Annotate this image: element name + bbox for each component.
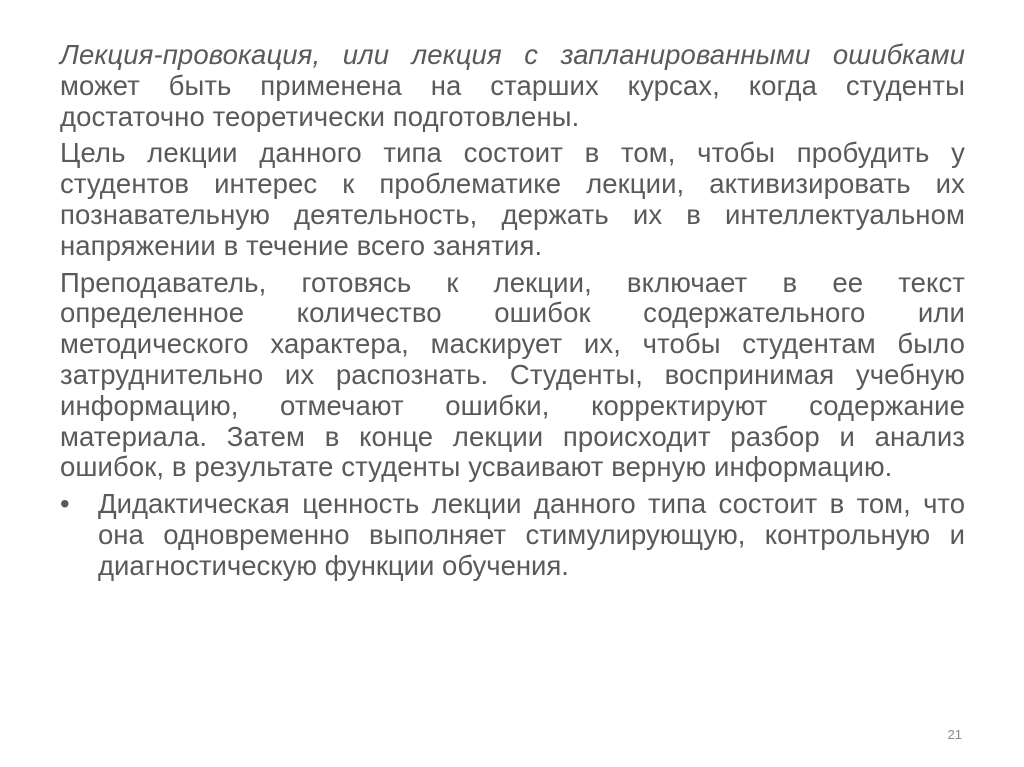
slide-body [60, 40, 965, 582]
paragraph-goal: Цель лекции данного типа состоит в том, чтобы пробудить у студентов интерес к проблематике лекции, активизировать их познавательную деятельность, держать их в интеллектуальном напряжении в течение всего занятия. [60, 137, 965, 261]
bullet-text: Дидактическая ценность лекции данного типа состоит в том, что она одновременно выполняет стимулирующую, контрольную и диагностическую функции обучения. [98, 488, 965, 581]
bullet-didactic-value [60, 489, 965, 581]
italic-lead-term: Лекция-провокация, или лекция с запланированными ошибками [60, 39, 965, 70]
paragraph-1-text: может быть применена на старших курсах, когда студенты достаточно теоретически подготовлены. [60, 69, 965, 132]
paragraph-teacher-method: Преподаватель, готовясь к лекции, включает в ее текст определенное количество ошибок содержательного или методического характера, маскирует их, чтобы студентам было затруднительно их распознать. Студенты, воспринимая учебную информацию, отмечают ошибки, корректируют содержание материала. Затем в конце лекции происходит разбор и анализ ошибок, в результате студенты усваивают верную информацию. [60, 266, 965, 483]
paragraph-lecture-provocation [60, 40, 965, 132]
page-number: 21 [947, 727, 962, 742]
bullet-dot-icon: • [60, 488, 70, 520]
